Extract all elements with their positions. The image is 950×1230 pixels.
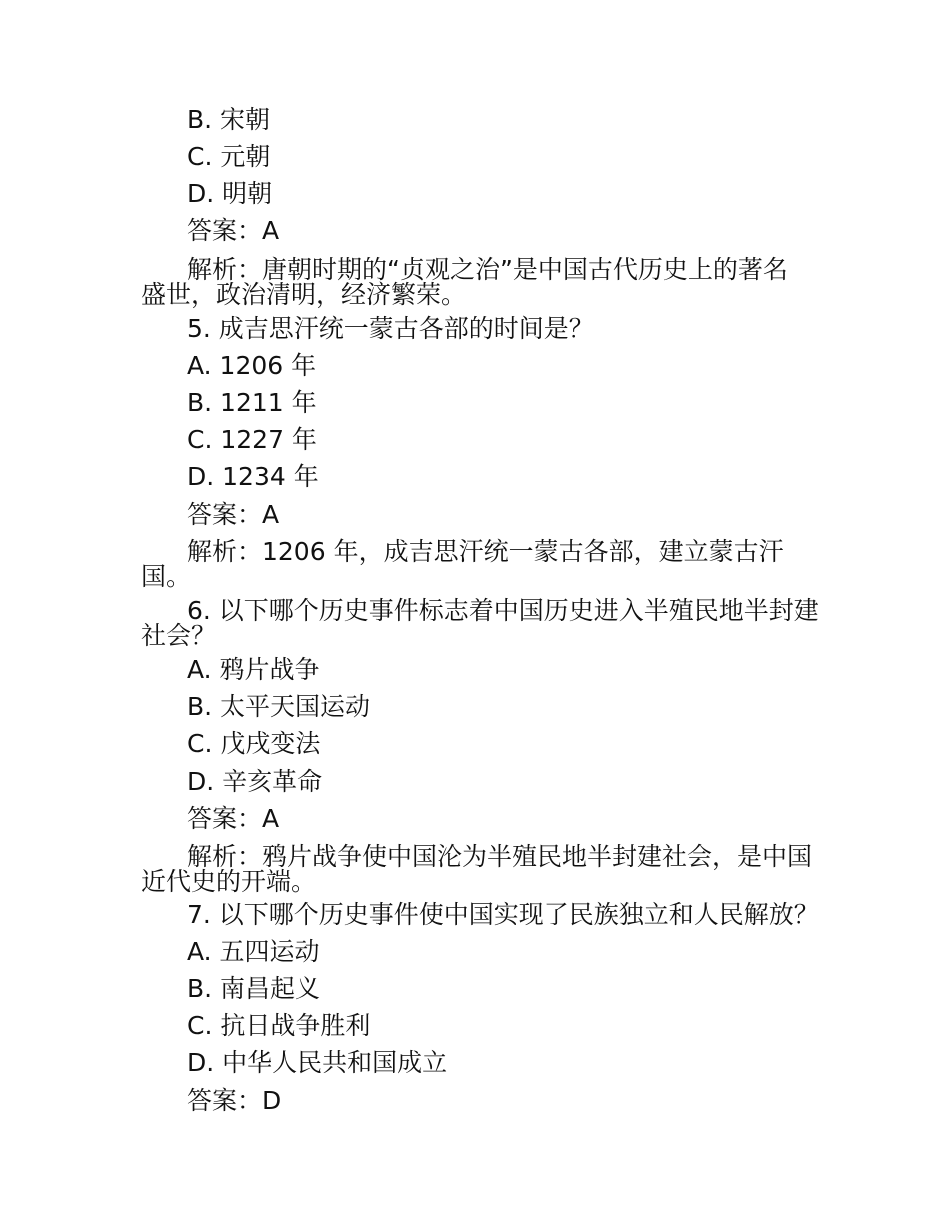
answer-q4: 答案：A [187, 216, 280, 245]
question-7: 7. 以下哪个历史事件使中国实现了民族独立和人民解放？ [187, 900, 819, 929]
explanation-q6: 解析：鸦片战争使中国沦为半殖民地半封建社会，是中国 [187, 842, 813, 871]
explanation-q4-cont: 盛世，政治清明，经济繁荣。 [141, 280, 467, 309]
option-b-song: B. 宋朝 [187, 105, 271, 134]
explanation-q5-cont: 国。 [141, 562, 192, 591]
option-a-q5: A. 1206 年 [187, 351, 317, 380]
question-5: 5. 成吉思汗统一蒙古各部的时间是？ [187, 314, 594, 343]
explanation-q5: 解析：1206 年，成吉思汗统一蒙古各部，建立蒙古汗 [187, 537, 784, 566]
answer-q7: 答案：D [187, 1086, 282, 1115]
option-c-q7: C. 抗日战争胜利 [187, 1011, 371, 1040]
option-c-q5: C. 1227 年 [187, 425, 317, 454]
option-c-q6: C. 戊戌变法 [187, 729, 321, 758]
answer-q5: 答案：A [187, 500, 280, 529]
option-d-ming: D. 明朝 [187, 179, 273, 208]
question-6-cont: 社会？ [141, 621, 217, 650]
option-d-q5: D. 1234 年 [187, 462, 319, 491]
question-6: 6. 以下哪个历史事件标志着中国历史进入半殖民地半封建 [187, 596, 819, 625]
option-b-q5: B. 1211 年 [187, 388, 317, 417]
explanation-q4: 解析：唐朝时期的“贞观之治”是中国古代历史上的著名 [187, 255, 788, 284]
option-d-q6: D. 辛亥革命 [187, 767, 323, 796]
option-b-q7: B. 南昌起义 [187, 974, 321, 1003]
option-b-q6: B. 太平天国运动 [187, 692, 371, 721]
option-c-yuan: C. 元朝 [187, 142, 271, 171]
explanation-q6-cont: 近代史的开端。 [141, 867, 317, 896]
answer-q6: 答案：A [187, 804, 280, 833]
option-a-q6: A. 鸦片战争 [187, 655, 320, 684]
option-a-q7: A. 五四运动 [187, 937, 320, 966]
option-d-q7: D. 中华人民共和国成立 [187, 1048, 448, 1077]
